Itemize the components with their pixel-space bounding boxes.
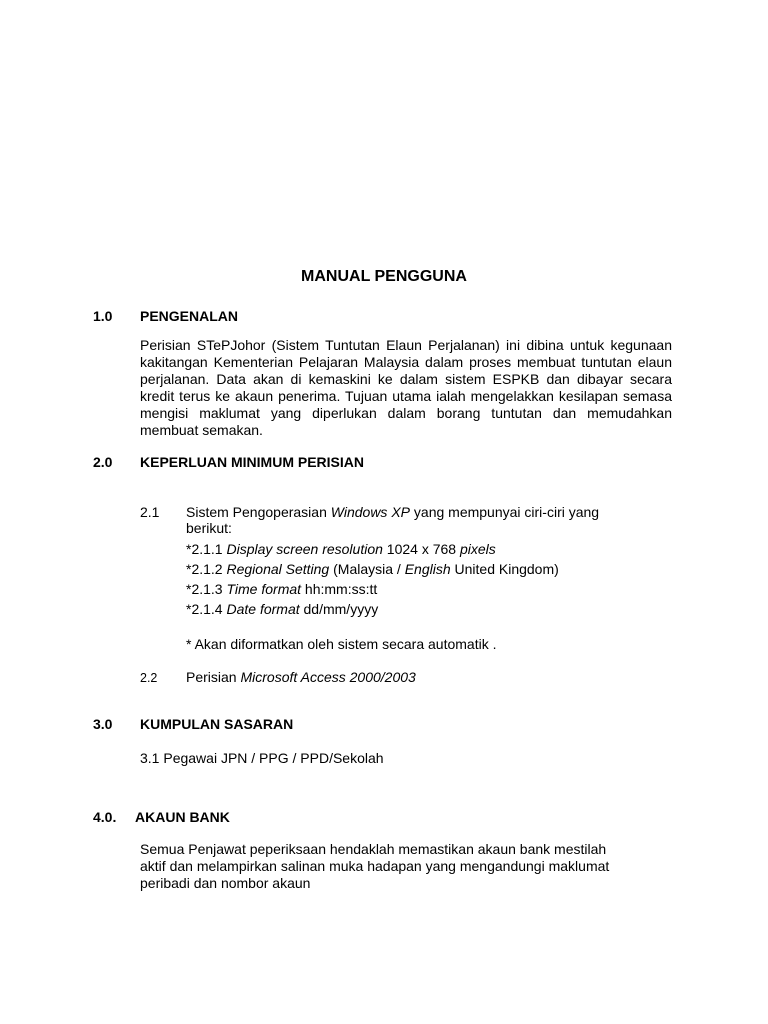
section-4-line-1: Semua Penjawat peperiksaan hendaklah memastikan akaun bank mestilah [140, 841, 607, 857]
subitem-2-1-3: *2.1.3 Time format hh:mm:ss:tt [186, 581, 378, 597]
item-2-1-number: 2.1 [140, 504, 160, 520]
item-3-1: 3.1 Pegawai JPN / PPG / PPD/Sekolah [140, 750, 384, 766]
automatic-format-note: * Akan diformatkan oleh sistem secara automatik . [186, 636, 497, 652]
section-4-number: 4.0. [93, 809, 117, 825]
section-3-title: KUMPULAN SASARAN [140, 716, 294, 732]
page-title: MANUAL PENGGUNA [301, 268, 467, 285]
section-1-paragraph: Perisian STePJohor (Sistem Tuntutan Elaun Perjalanan) ini dibina untuk kegunaan kakitangan Kementerian Pelajaran Malaysia dalam proses membuat tuntutan elaun perjalanan. Data akan di kemaskini ke dalam sistem ESPKB dan dibayar secara kredit terus ke akaun penerima. Tujuan utama ialah mengelakkan kesilapan semasa mengisi maklumat yang diperlukan dalam borang tuntutan dan memudahkan membuat semakan. [140, 337, 672, 438]
section-2-title: KEPERLUAN MINIMUM PERISIAN [140, 454, 365, 470]
section-3-number: 3.0 [93, 716, 113, 732]
section-1-number: 1.0 [93, 308, 113, 324]
item-2-2-text: Perisian Microsoft Access 2000/2003 [186, 669, 416, 685]
section-4-line-3: peribadi dan nombor akaun [140, 875, 311, 891]
section-2-number: 2.0 [93, 454, 113, 470]
section-4-title: AKAUN BANK [135, 809, 230, 825]
item-2-1-text-continued: berikut: [186, 520, 232, 536]
subitem-2-1-4: *2.1.4 Date format dd/mm/yyyy [186, 601, 379, 617]
section-4-line-2: aktif dan melampirkan salinan muka hadapan yang mengandungi maklumat [140, 858, 610, 874]
subitem-2-1-2: *2.1.2 Regional Setting (Malaysia / English United Kingdom) [186, 561, 559, 577]
item-2-2-number: 2.2 [140, 671, 158, 685]
subitem-2-1-1: *2.1.1 Display screen resolution 1024 x 768 pixels [186, 541, 496, 557]
item-2-1-text: Sistem Pengoperasian Windows XP yang mempunyai ciri-ciri yang [186, 504, 600, 520]
section-1-title: PENGENALAN [140, 308, 239, 324]
